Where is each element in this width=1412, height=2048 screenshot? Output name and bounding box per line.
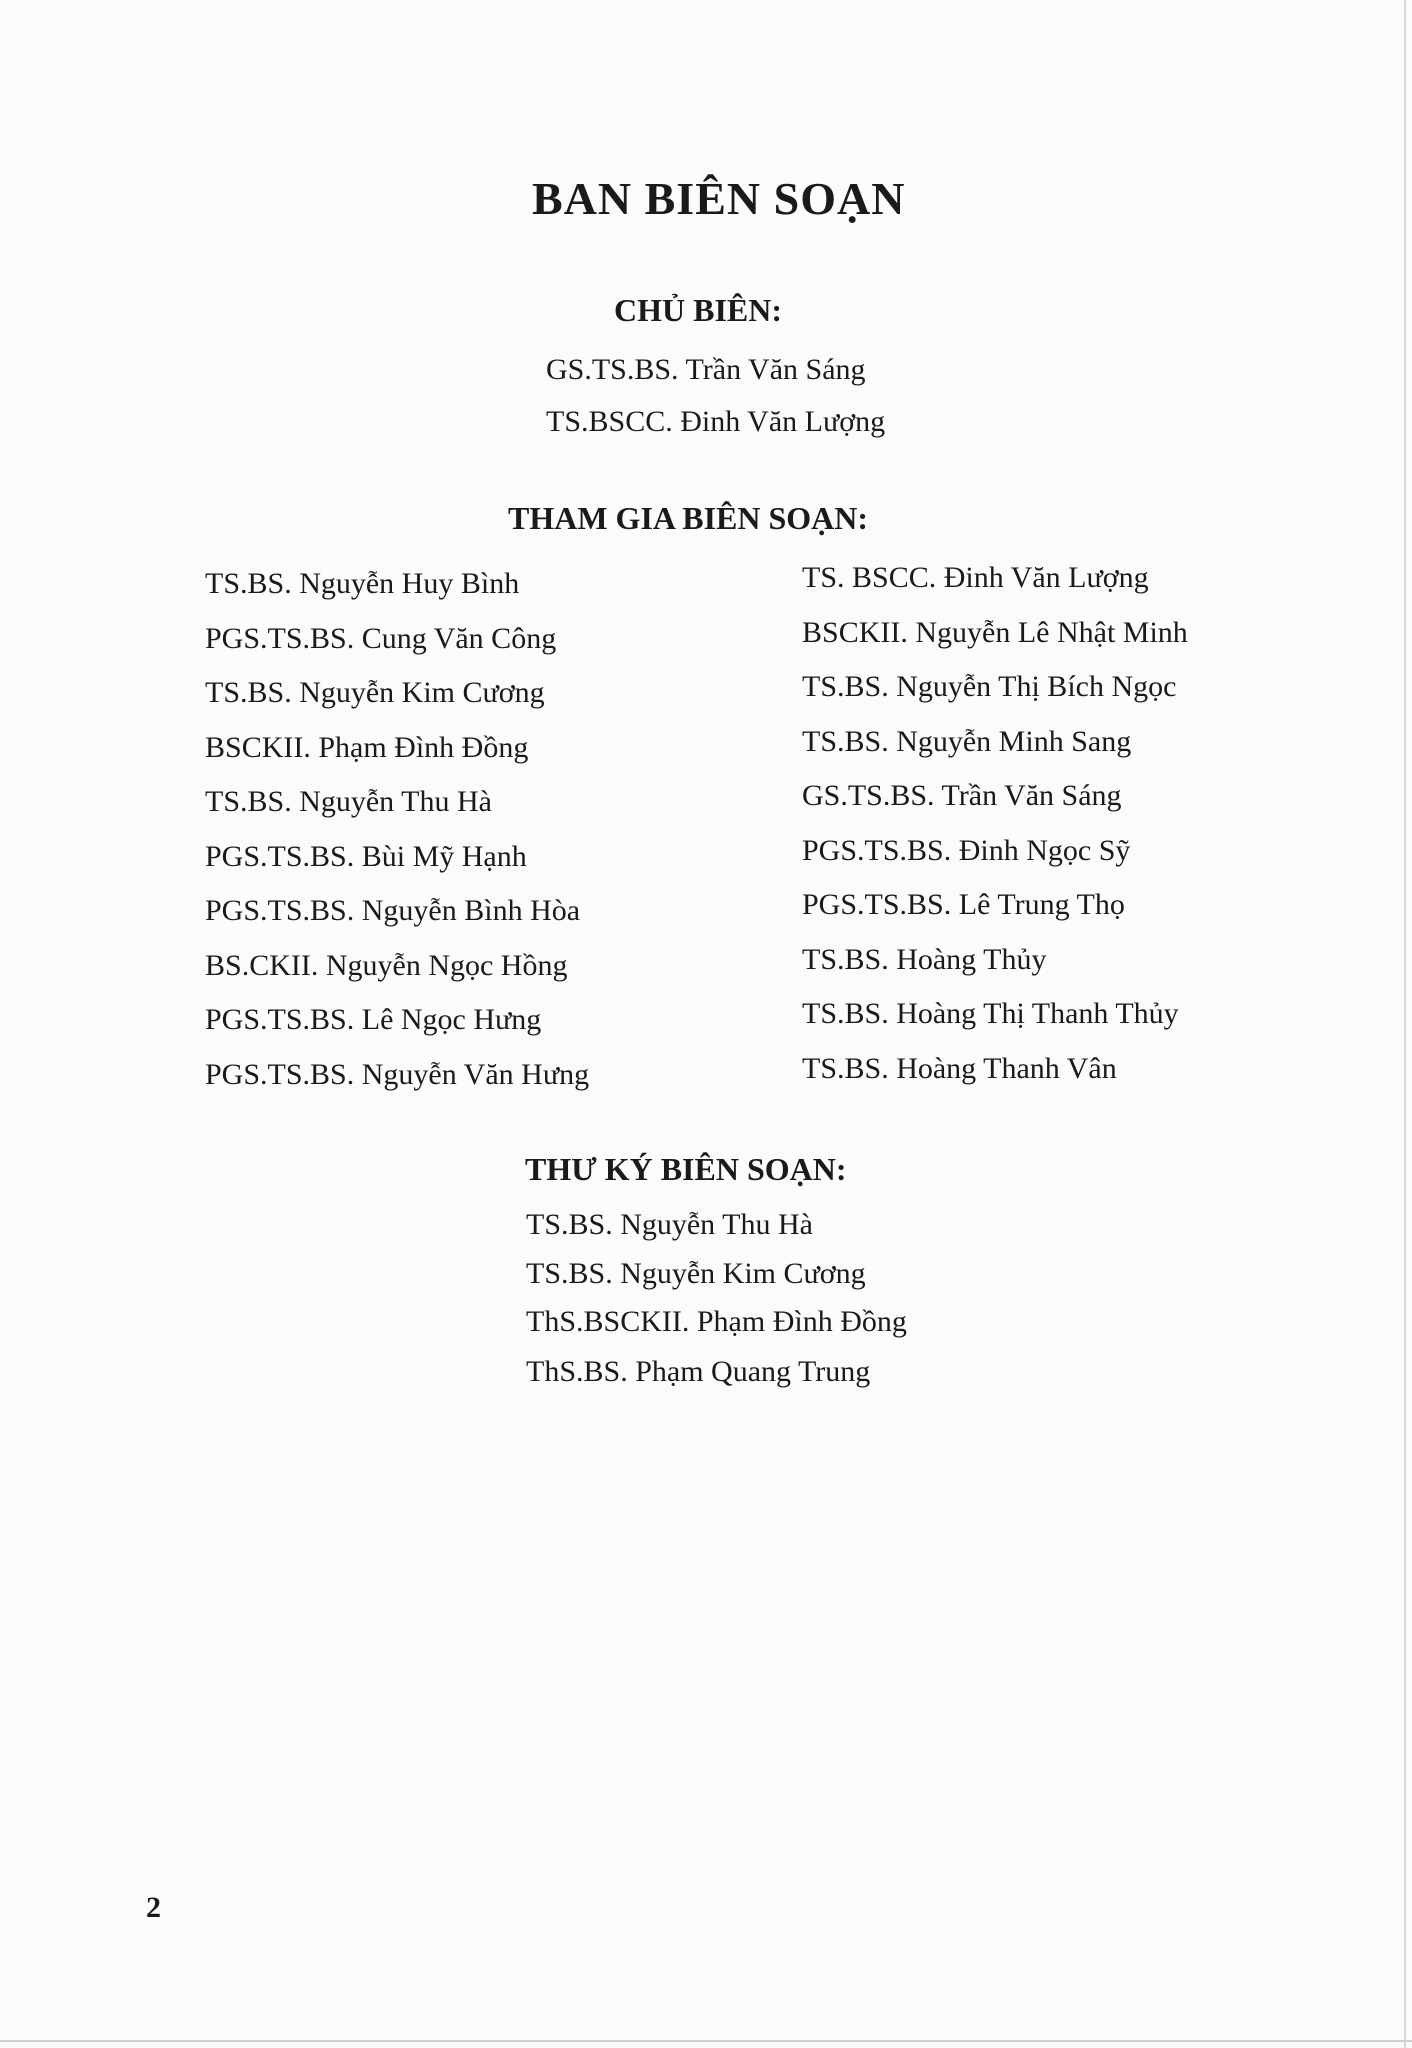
contributor-name: PGS.TS.BS. Lê Ngọc Hưng: [205, 1003, 542, 1036]
page-edge-bottom: [0, 2040, 1412, 2042]
contributor-name: TS.BS. Nguyễn Thị Bích Ngọc: [802, 670, 1177, 703]
contributor-name: TS.BS. Hoàng Thị Thanh Thủy: [802, 997, 1179, 1030]
contributor-name: TS.BS. Hoàng Thủy: [802, 942, 1047, 976]
secretary-name: ThS.BSCKII. Phạm Đình Đồng: [526, 1305, 907, 1338]
page-edge-right: [1404, 0, 1406, 2048]
contributor-name: TS.BS. Nguyễn Minh Sang: [802, 724, 1132, 758]
contributor-name: PGS.TS.BS. Đinh Ngọc Sỹ: [802, 833, 1131, 867]
contributors-heading: THAM GIA BIÊN SOẠN:: [508, 500, 869, 536]
secretaries-heading: THƯ KÝ BIÊN SOẠN:: [525, 1151, 847, 1187]
contributor-name: BSCKII. Nguyễn Lê Nhật Minh: [802, 615, 1188, 649]
chief-editor-name: GS.TS.BS. Trần Văn Sáng: [546, 353, 866, 386]
contributor-name: BS.CKII. Nguyễn Ngọc Hồng: [205, 948, 568, 982]
contributor-name: PGS.TS.BS. Cung Văn Công: [205, 621, 557, 655]
contributor-name: TS.BS. Nguyễn Thu Hà: [205, 785, 492, 818]
contributor-name: TS.BS. Nguyễn Huy Bình: [205, 567, 520, 600]
page-title: BAN BIÊN SOẠN: [532, 173, 906, 224]
page-number: 2: [146, 1891, 161, 1924]
secretary-name: ThS.BS. Phạm Quang Trung: [526, 1355, 871, 1388]
contributor-name: BSCKII. Phạm Đình Đồng: [205, 730, 529, 764]
chief-editors-heading: CHỦ BIÊN:: [614, 292, 783, 328]
secretary-name: TS.BS. Nguyễn Kim Cương: [526, 1257, 866, 1290]
contributor-name: PGS.TS.BS. Nguyễn Bình Hòa: [205, 894, 581, 927]
contributor-name: TS.BS. Hoàng Thanh Vân: [802, 1051, 1117, 1085]
chief-editor-name: TS.BSCC. Đinh Văn Lượng: [546, 405, 886, 438]
contributor-name: TS. BSCC. Đinh Văn Lượng: [802, 561, 1149, 594]
contributor-name: GS.TS.BS. Trần Văn Sáng: [802, 779, 1122, 812]
contributor-name: PGS.TS.BS. Bùi Mỹ Hạnh: [205, 839, 527, 873]
contributor-name: PGS.TS.BS. Lê Trung Thọ: [802, 888, 1125, 921]
secretary-name: TS.BS. Nguyễn Thu Hà: [526, 1208, 813, 1241]
contributor-name: PGS.TS.BS. Nguyễn Văn Hưng: [205, 1057, 590, 1091]
contributor-name: TS.BS. Nguyễn Kim Cương: [205, 676, 545, 709]
